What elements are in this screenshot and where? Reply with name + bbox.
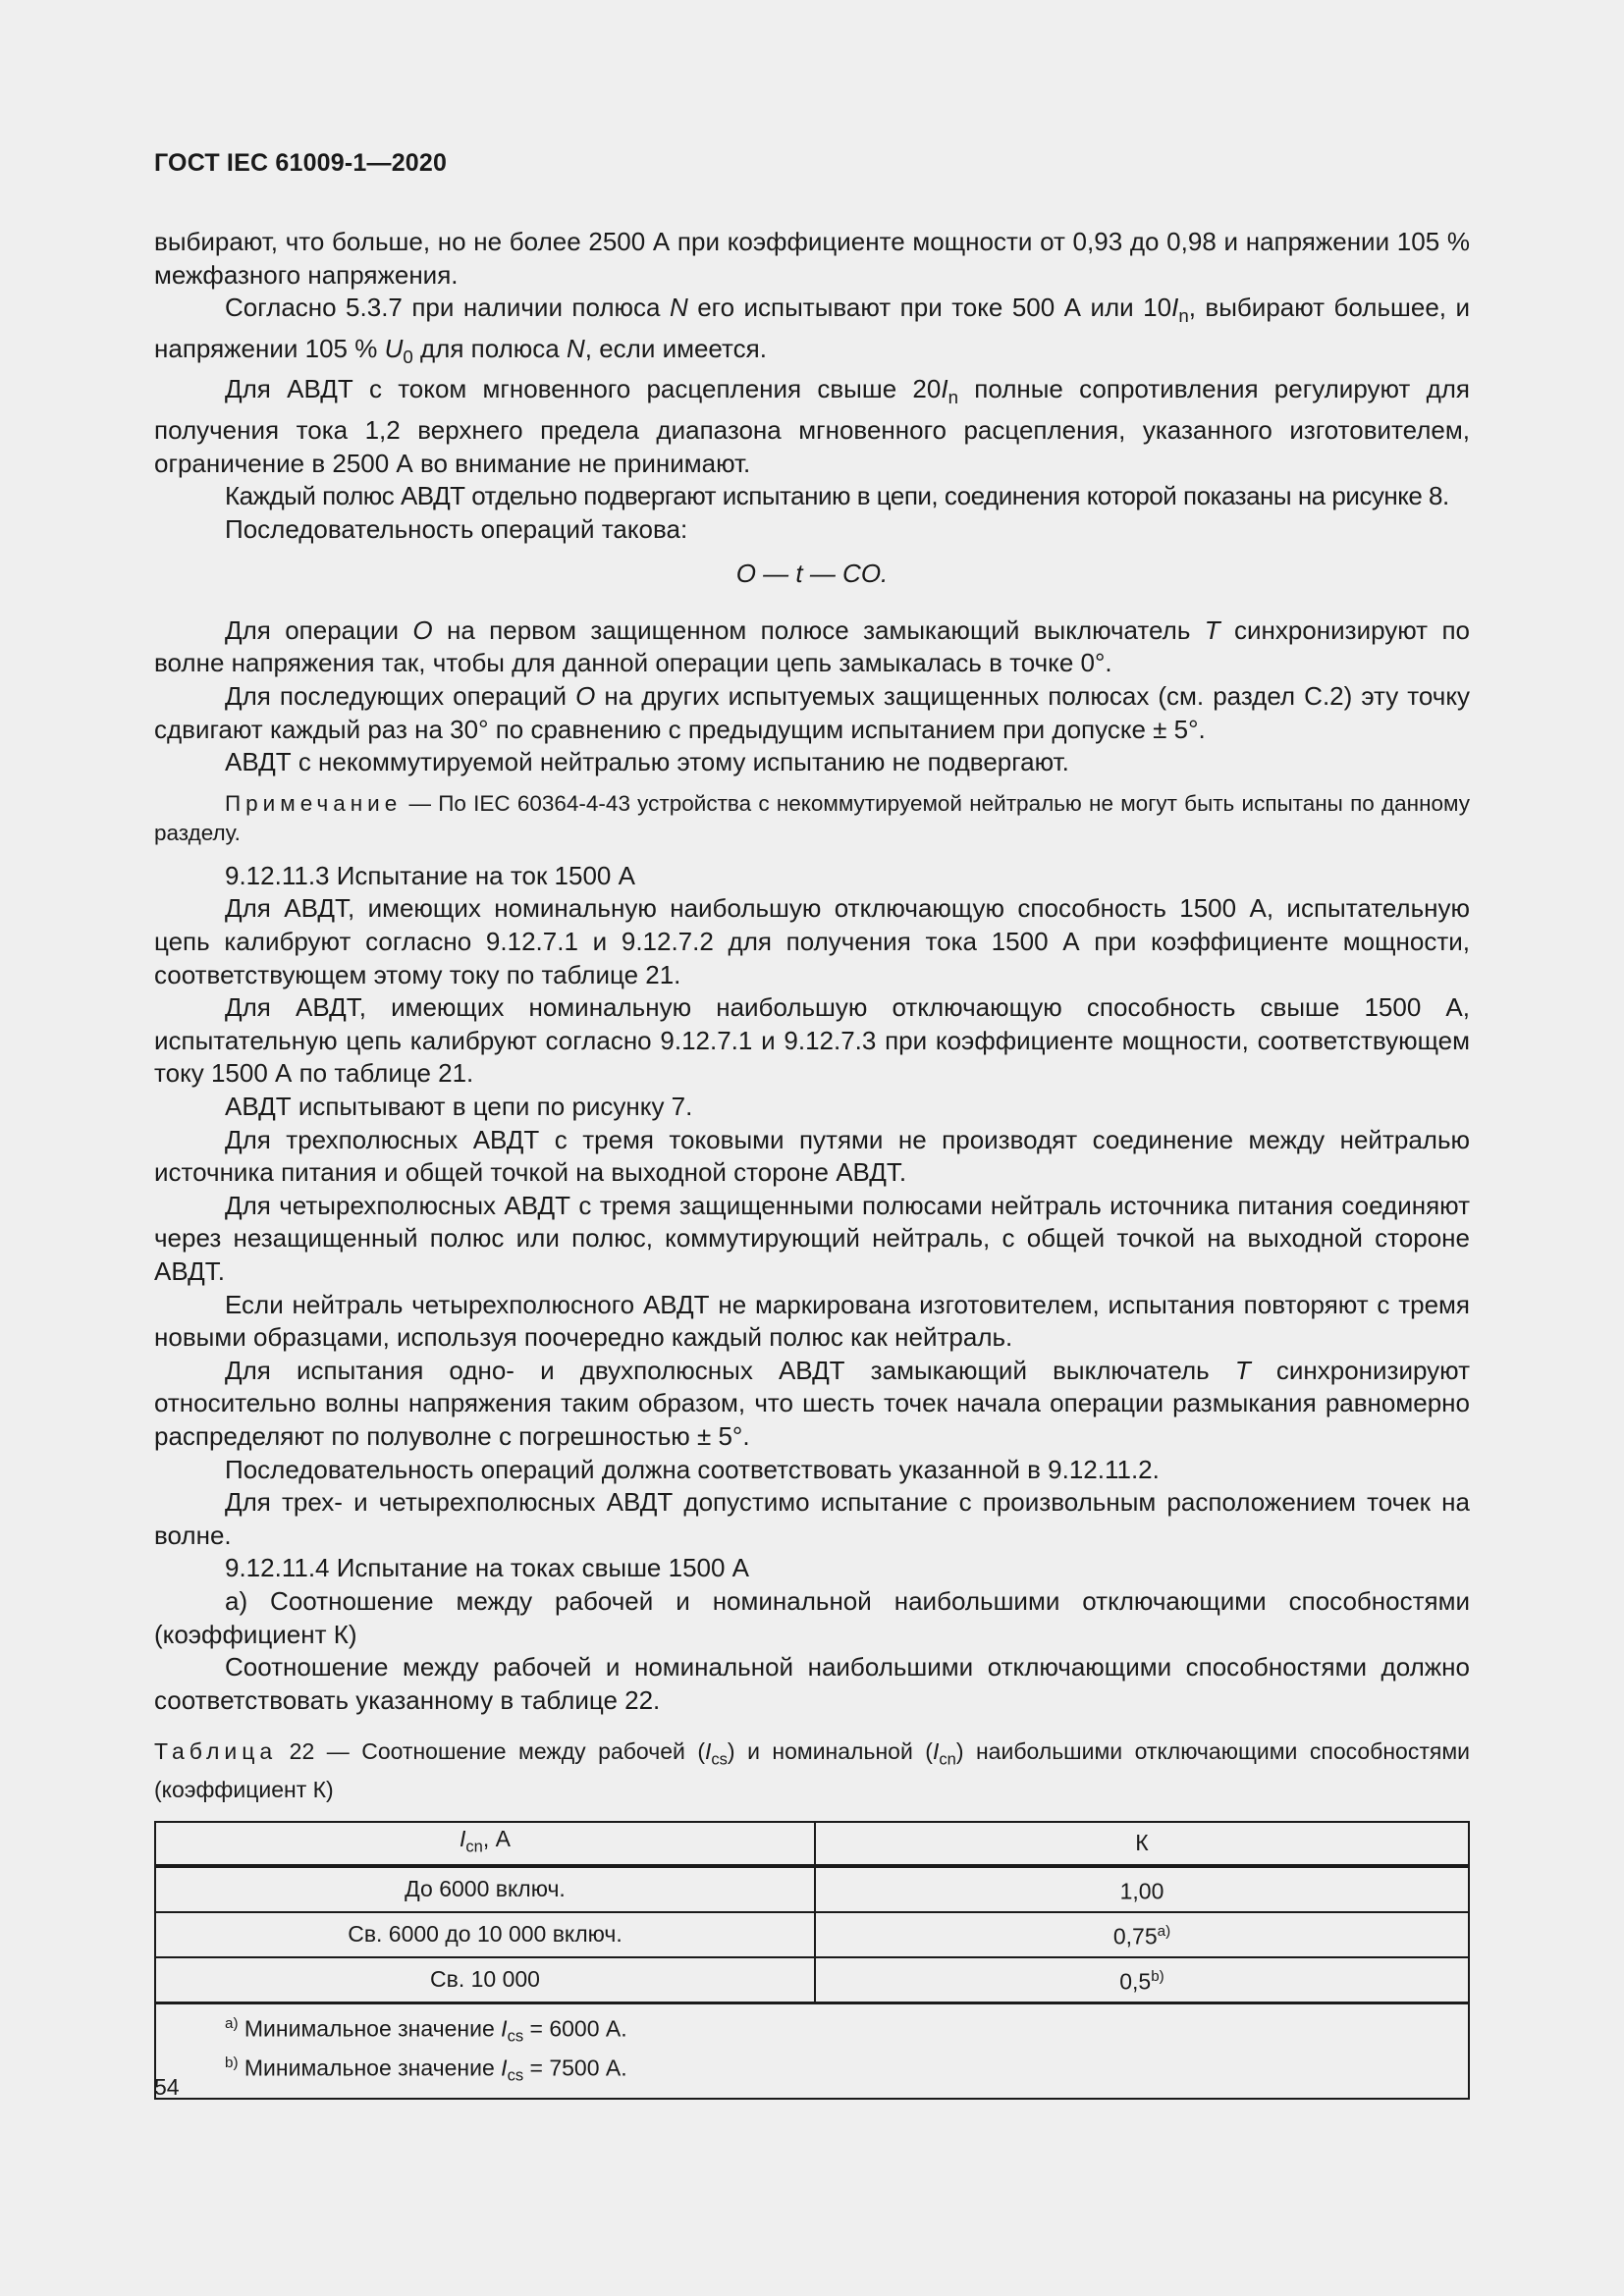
table-row [155,1957,1469,2003]
table-footnotes-row [155,2002,1469,2099]
table-cell: Св. 6000 до 10 000 включ. [155,1912,815,1957]
paragraph: Каждый полюс АВДТ отдельно подвергают испытанию в цепи, соединения которой показаны на рисунке 8. [225,481,1449,511]
table-cell: Св. 10 000 [155,1957,815,2003]
paragraph: выбирают, что больше, но не более 2500 А при коэффициенте мощности от 0,93 до 0,98 и напряжении 105 % межфазного напряжения. [154,227,1470,290]
paragraph: АВДТ с некоммутируемой нейтралью этому испытанию не подвергают. [225,747,1069,777]
paragraph: Для трехполюсных АВДТ с тремя токовыми путями не производят соединение между нейтралью источника питания и общей точкой на выходной стороне АВДТ. [154,1124,1470,1188]
paragraph: Для последующих операций O на других испытуемых защищенных полюсах (см. раздел С.2) эту точку сдвигают каждый раз на 30° по сравнению с предыдущим испытанием при допуске ± 5°. [154,681,1471,744]
paragraph: Согласно 5.3.7 при наличии полюса N его испытывают при токе 500 А или $10I_n$, выбирают большее, и напряжении 105 % $U_0$ для полюса N, если имеется. [154,293,1471,367]
paragraph: Для АВДТ, имеющих номинальную наибольшую отключающую способность свыше 1500 А, испытательную цепь калибруют согласно 9.12.7.1 и 9.12.7.3 при коэффициенте мощности, соответствующем току 1500 А по таблице 21. [154,992,1470,1089]
table-cell: 0,75$^{a)}$ [815,1912,1469,1957]
document-header: ГОСТ IEC 61009-1—2020 [154,149,448,177]
paragraph: Для четырехполюсных АВДТ с тремя защищенными полюсами нейтраль источника питания соединяют через незащищенный полюс или полюс, коммутирующий нейтраль, с общей точкой на выходной стороне АВДТ. [154,1190,1470,1286]
paragraph: АВДТ испытывают в цепи по рисунку 7. [225,1092,693,1122]
note-label: Примечание [225,790,403,816]
column-header-icn: $I_{cn}$, А [155,1822,815,1866]
paragraph: Для операции O на первом защищенном полюсе замыкающий выключатель T синхронизируют по волне напряжения так, чтобы для данной операции цепь замыкалась в точке 0°. [154,614,1470,678]
paragraph: Соотношение между рабочей и номинальной наибольшими отключающими способностями должно соответствовать указанному в таблице 22. [154,1652,1470,1715]
table-cell: До 6000 включ. [155,1866,815,1912]
paragraph: Для АВДТ, имеющих номинальную наибольшую отключающую способность 1500 А, испытательную цепь калибруют согласно 9.12.7.1 и 9.12.7.2 для получения тока 1500 А при коэффициенте мощности, соответствующем этому току по таблице 21. [154,893,1470,989]
section-heading: 9.12.11.3 Испытание на ток 1500 А [225,860,635,890]
footnote: $^{b)}$ Минимальное значение $I_{cs} = 7500$ А. [225,2055,627,2085]
page-number: 54 [154,2074,180,2100]
table-caption: Таблица 22 — Соотношение между рабочей $(I_{cs})$ и номинальной $(I_{cn})$ наибольшими отключающими способностями (коэффициент К) [154,1738,1470,1802]
column-header-k: К [815,1822,1469,1866]
paragraph: Последовательность операций такова: [225,513,688,544]
paragraph: Для трех- и четырехполюсных АВДТ допустимо испытание с произвольным расположением точек на волне. [154,1487,1470,1550]
table-cell: 0,5$^{b)}$ [815,1957,1469,2003]
table-footnotes [155,2002,1469,2099]
table-cell: 1,00 [815,1866,1469,1912]
ratio-table [154,1821,1470,2100]
paragraph: Если нейтраль четырехполюсного АВДТ не маркирована изготовителем, испытания повторяют с тремя новыми образцами, используя поочередно каждый полюс как нейтраль. [154,1289,1470,1353]
note: Примечание — По IEC 60364-4-43 устройства с некоммутируемой нейтралью не могут быть испытаны по данному разделу. [154,790,1470,845]
paragraph: Для испытания одно- и двухполюсных АВДТ замыкающий выключатель T синхронизируют относительно волны напряжения таким образом, что шесть точек начала операции размыкания равномерно распределяют по полуволне с погрешностью ± 5°. [154,1355,1471,1451]
paragraph: Для АВДТ с током мгновенного расцепления свыше $20I_n$ полные сопротивления регулируют для получения тока 1,2 верхнего предела диапазона мгновенного расцепления, указанного изготовителем, ограничение в 2500 А во внимание не принимают. [154,374,1470,478]
table-row [155,1866,1469,1912]
document-body [154,226,1470,2100]
paragraph: Последовательность операций должна соответствовать указанной в 9.12.11.2. [225,1454,1160,1484]
footnote: $^{a)}$ Минимальное значение $I_{cs} = 6000$ А. [225,2014,627,2046]
section-heading: 9.12.11.4 Испытание на токах свыше 1500 А [225,1553,750,1583]
table-row [155,1912,1469,1957]
table-header-row [155,1822,1469,1866]
paragraph: а) Соотношение между рабочей и номинальной наибольшими отключающими способностями (коэффициент К) [154,1585,1470,1649]
operation-sequence-formula: O — t — CO. [735,559,889,589]
